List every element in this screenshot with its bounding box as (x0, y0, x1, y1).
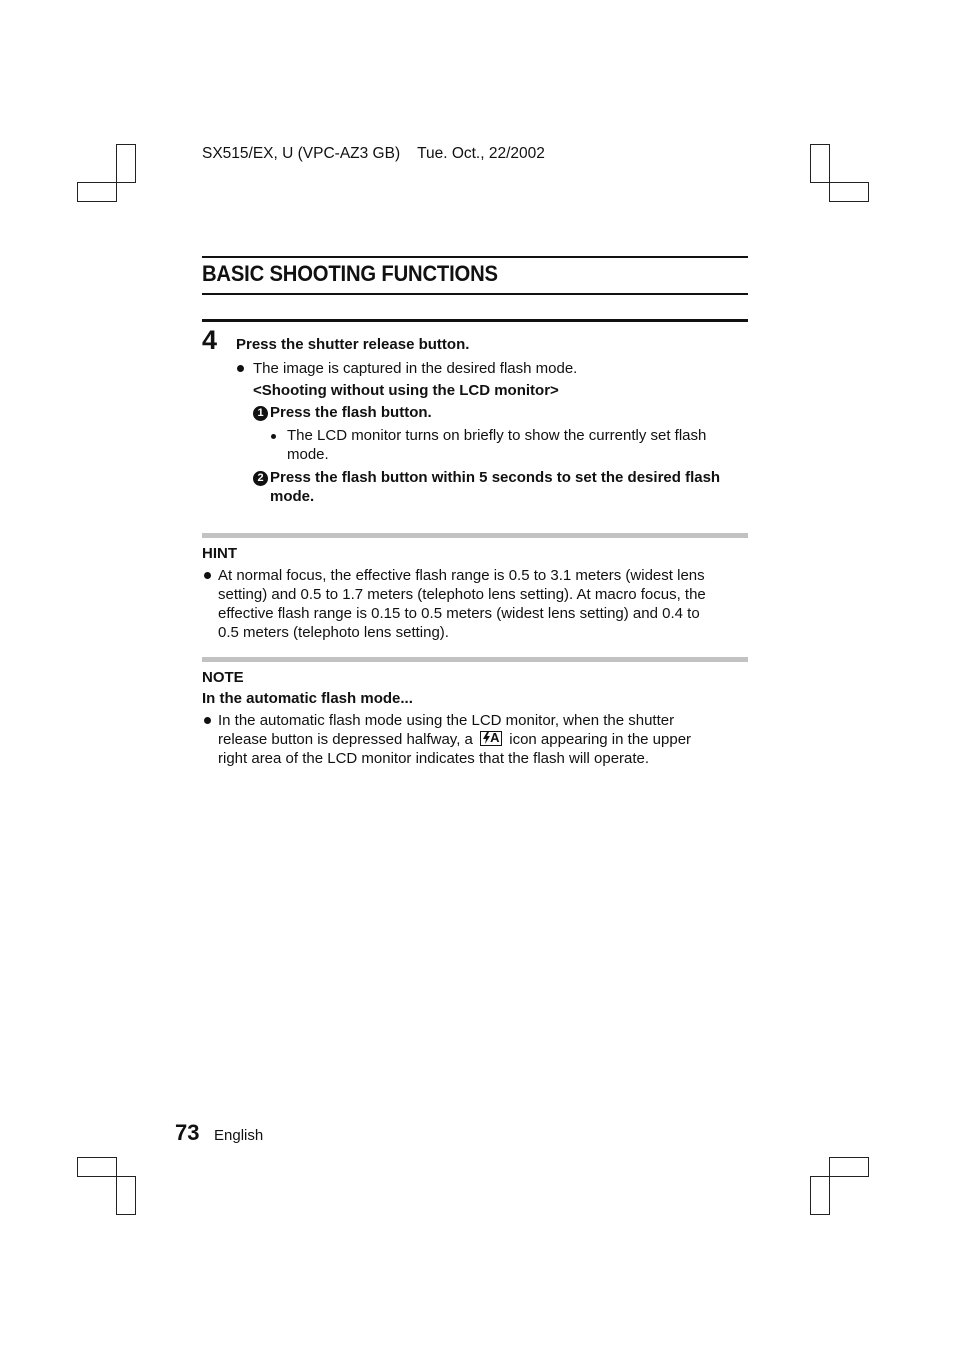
note-heading: NOTE (202, 669, 244, 686)
crop-mark (829, 1157, 869, 1177)
hint-line: At normal focus, the effective flash range is 0.5 to 3.1 meters (widest lens (218, 567, 705, 584)
print-date: Tue. Oct., 22/2002 (417, 145, 545, 162)
note-rule (202, 657, 748, 662)
hint-line: effective flash range is 0.15 to 0.5 meters (widest lens setting) and 0.4 to (218, 605, 700, 622)
bullet-icon (204, 572, 211, 579)
bullet-icon (271, 434, 276, 439)
section-title: BASIC SHOOTING FUNCTIONS (202, 261, 498, 286)
hint-line: setting) and 0.5 to 1.7 meters (telephoto lens setting). At macro focus, the (218, 586, 706, 603)
auto-flash-icon-label: A (490, 730, 500, 745)
crop-mark (829, 182, 869, 202)
note-line2 (218, 730, 691, 749)
page-number: 73 (175, 1120, 200, 1145)
substep-1-title: Press the flash button. (270, 404, 432, 421)
bullet-icon (204, 717, 211, 724)
note-subheading: In the automatic flash mode... (202, 690, 413, 707)
hint-heading: HINT (202, 545, 237, 562)
title-rule-bottom (202, 293, 748, 295)
hint-rule (202, 533, 748, 538)
circled-number-one-icon: 1 (253, 406, 268, 421)
circled-number-two-icon: 2 (253, 471, 268, 486)
document-header (202, 145, 545, 163)
crop-mark (77, 182, 117, 202)
note-line3: right area of the LCD monitor indicates that the flash will operate. (218, 750, 650, 767)
step-bullet-text: The image is captured in the desired flash mode. (253, 360, 578, 377)
title-rule-top (202, 256, 748, 258)
step-title: Press the shutter release button. (236, 336, 470, 353)
note-line2-after: icon appearing in the upper (509, 731, 692, 748)
model-code: SX515/EX, U (VPC-AZ3 GB) (202, 145, 401, 162)
substep-1-bullet-line1: The LCD monitor turns on briefly to show the currently set flash (287, 427, 707, 444)
page-language: English (214, 1127, 264, 1144)
substep-2-title-line2: mode. (270, 488, 315, 505)
hint-line: 0.5 meters (telephoto lens setting). (218, 624, 449, 641)
auto-flash-icon (480, 731, 502, 746)
step-subheading: <Shooting without using the LCD monitor> (253, 382, 559, 399)
substep-2-title-line1: Press the flash button within 5 seconds to set the desired flash (270, 469, 721, 486)
crop-mark (77, 1157, 117, 1177)
step-rule (202, 319, 748, 322)
substep-1-bullet-line2: mode. (287, 446, 329, 463)
step-number: 4 (202, 325, 218, 355)
note-line1: In the automatic flash mode using the LCD monitor, when the shutter (218, 712, 675, 729)
crop-mark (116, 1176, 136, 1215)
crop-mark (116, 144, 136, 183)
note-line2-before: release button is depressed halfway, a (218, 731, 473, 748)
crop-mark (810, 144, 830, 183)
bullet-icon (237, 365, 244, 372)
crop-mark (810, 1176, 830, 1215)
